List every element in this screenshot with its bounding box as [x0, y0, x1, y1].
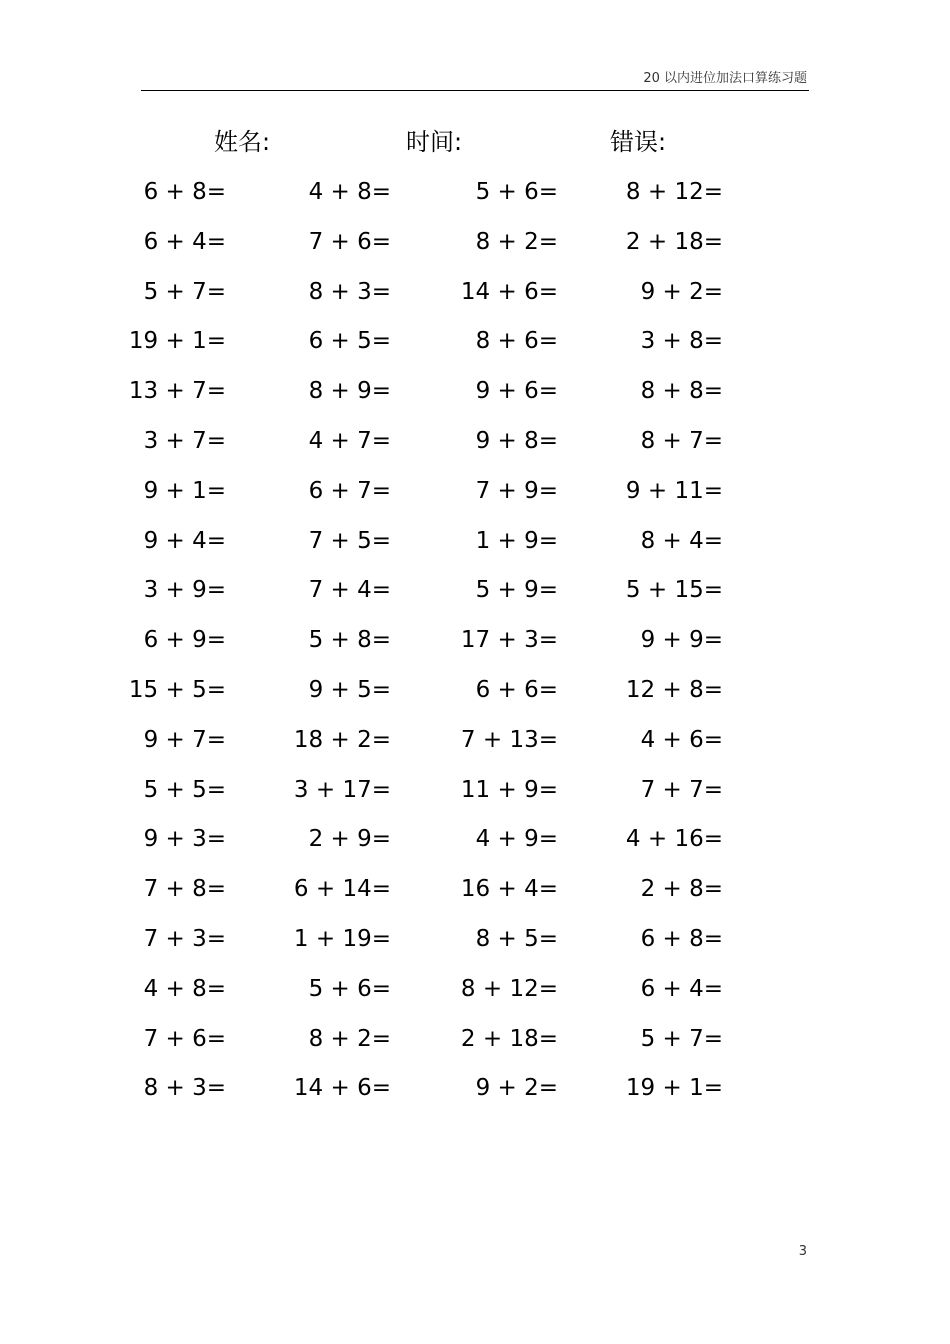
addition-problem: 7 + 6= [308, 228, 391, 255]
problem-row [0, 521, 950, 571]
addition-problem: 6 + 4= [640, 975, 723, 1002]
addition-problem: 9 + 5= [308, 676, 391, 703]
addition-problem: 6 + 5= [308, 328, 391, 355]
addition-problem: 5 + 5= [143, 776, 226, 803]
problem-grid [0, 172, 950, 1118]
addition-problem: 3 + 17= [293, 776, 391, 803]
addition-problem: 14 + 6= [460, 278, 558, 305]
addition-problem: 9 + 1= [143, 477, 226, 504]
addition-problem: 6 + 4= [143, 228, 226, 255]
errors-label: 错误: [610, 128, 667, 156]
problem-row [0, 969, 950, 1019]
addition-problem: 9 + 4= [143, 527, 226, 554]
addition-problem: 9 + 11= [625, 477, 723, 504]
problem-row [0, 819, 950, 869]
problem-row [0, 770, 950, 820]
problem-row [0, 321, 950, 371]
addition-problem: 8 + 6= [475, 328, 558, 355]
addition-problem: 18 + 2= [293, 726, 391, 753]
addition-problem: 6 + 14= [293, 876, 391, 903]
addition-problem: 19 + 1= [625, 1075, 723, 1102]
addition-problem: 5 + 15= [625, 577, 723, 604]
problem-row [0, 869, 950, 919]
addition-problem: 1 + 19= [293, 925, 391, 952]
addition-problem: 14 + 6= [293, 1075, 391, 1102]
addition-problem: 6 + 6= [475, 676, 558, 703]
problem-row [0, 1019, 950, 1069]
addition-problem: 4 + 6= [640, 726, 723, 753]
addition-problem: 7 + 13= [460, 726, 558, 753]
addition-problem: 8 + 2= [308, 1025, 391, 1052]
addition-problem: 5 + 7= [640, 1025, 723, 1052]
problem-row [0, 919, 950, 969]
addition-problem: 9 + 6= [475, 378, 558, 405]
problem-row [0, 272, 950, 322]
time-label: 时间: [406, 128, 463, 156]
addition-problem: 5 + 6= [475, 179, 558, 205]
addition-problem: 8 + 3= [143, 1075, 226, 1102]
problem-row [0, 471, 950, 521]
problem-row [0, 570, 950, 620]
problem-row [0, 172, 950, 222]
addition-problem: 9 + 7= [143, 726, 226, 753]
addition-problem: 7 + 7= [640, 776, 723, 803]
addition-problem: 7 + 6= [143, 1025, 226, 1052]
addition-problem: 4 + 9= [475, 826, 558, 853]
addition-problem: 6 + 9= [143, 627, 226, 654]
problem-row [0, 421, 950, 471]
addition-problem: 8 + 5= [475, 925, 558, 952]
addition-problem: 17 + 3= [460, 627, 558, 654]
addition-problem: 5 + 6= [308, 975, 391, 1002]
addition-problem: 7 + 9= [475, 477, 558, 504]
addition-problem: 4 + 8= [143, 975, 226, 1002]
addition-problem: 9 + 2= [640, 278, 723, 305]
addition-problem: 4 + 8= [308, 179, 391, 205]
addition-problem: 6 + 8= [640, 925, 723, 952]
addition-problem: 2 + 18= [460, 1025, 558, 1052]
problem-row [0, 371, 950, 421]
addition-problem: 8 + 7= [640, 427, 723, 454]
addition-problem: 12 + 8= [625, 676, 723, 703]
page-header [141, 64, 809, 91]
addition-problem: 11 + 9= [460, 776, 558, 803]
addition-problem: 3 + 7= [143, 427, 226, 454]
addition-problem: 2 + 18= [625, 228, 723, 255]
addition-problem: 9 + 9= [640, 627, 723, 654]
addition-problem: 6 + 8= [143, 179, 226, 205]
addition-problem: 6 + 7= [308, 477, 391, 504]
addition-problem: 5 + 9= [475, 577, 558, 604]
problem-row [0, 720, 950, 770]
addition-problem: 2 + 8= [640, 876, 723, 903]
addition-problem: 2 + 9= [308, 826, 391, 853]
addition-problem: 4 + 7= [308, 427, 391, 454]
addition-problem: 8 + 12= [460, 975, 558, 1002]
header-title: 20 以内进位加法口算练习题 [643, 71, 807, 86]
name-label: 姓名: [214, 128, 271, 156]
addition-problem: 7 + 5= [308, 527, 391, 554]
addition-problem: 9 + 2= [475, 1075, 558, 1102]
problem-row [0, 670, 950, 720]
addition-problem: 4 + 16= [625, 826, 723, 853]
problem-row [0, 620, 950, 670]
addition-problem: 15 + 5= [128, 676, 226, 703]
addition-problem: 3 + 9= [143, 577, 226, 604]
addition-problem: 16 + 4= [460, 876, 558, 903]
addition-problem: 8 + 9= [308, 378, 391, 405]
addition-problem: 7 + 4= [308, 577, 391, 604]
addition-problem: 3 + 8= [640, 328, 723, 355]
addition-problem: 7 + 8= [143, 876, 226, 903]
addition-problem: 8 + 4= [640, 527, 723, 554]
addition-problem: 8 + 8= [640, 378, 723, 405]
addition-problem: 9 + 3= [143, 826, 226, 853]
addition-problem: 7 + 3= [143, 925, 226, 952]
problem-row [0, 1068, 950, 1118]
addition-problem: 8 + 2= [475, 228, 558, 255]
page-number: 3 [798, 1244, 807, 1259]
addition-problem: 9 + 8= [475, 427, 558, 454]
addition-problem: 13 + 7= [128, 378, 226, 405]
problem-row [0, 222, 950, 272]
addition-problem: 1 + 9= [475, 527, 558, 554]
addition-problem: 19 + 1= [128, 328, 226, 355]
addition-problem: 8 + 3= [308, 278, 391, 305]
addition-problem: 8 + 12= [625, 179, 723, 205]
addition-problem: 5 + 7= [143, 278, 226, 305]
addition-problem: 5 + 8= [308, 627, 391, 654]
